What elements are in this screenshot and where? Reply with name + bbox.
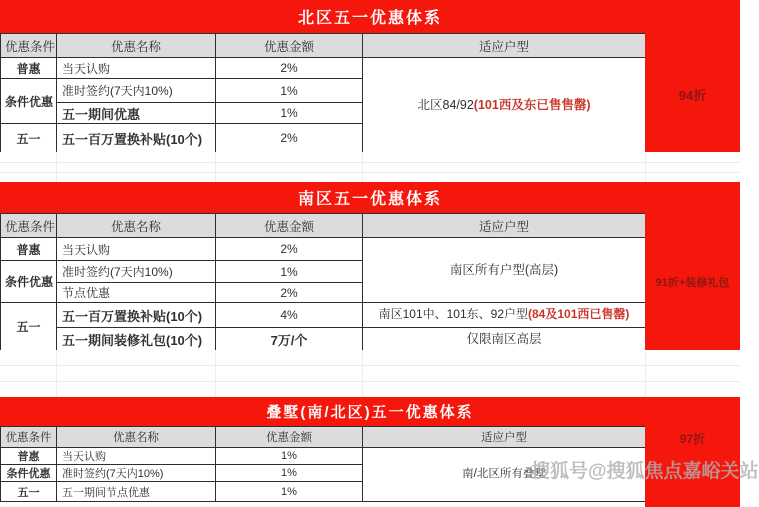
- cell-name: 准时签约(7天内10%): [57, 465, 216, 482]
- north-table-title: 北区五一优惠体系: [297, 10, 442, 27]
- cell-amount: 2%: [216, 58, 363, 79]
- column-header-house: 适应户型: [363, 34, 646, 58]
- column-header-condition: 优惠条件: [1, 214, 57, 238]
- cell-name: 准时签约(7天内10%): [57, 261, 216, 283]
- south-table-title: 南区五一优惠体系: [297, 191, 442, 208]
- villa-discount-column: [645, 397, 740, 507]
- cell-house: 仅限南区高层: [363, 328, 646, 351]
- table-row: [1, 238, 646, 261]
- column-header-condition: 优惠条件: [1, 34, 57, 58]
- gridline: [56, 152, 57, 182]
- south-header-row: [1, 214, 646, 238]
- villa-header-row: [1, 427, 646, 448]
- gridline: [215, 350, 216, 397]
- cell-name: 当天认购: [57, 58, 216, 79]
- column-header-amount: 优惠金额: [216, 34, 363, 58]
- south-table: [0, 213, 646, 351]
- gridline: [362, 350, 363, 397]
- cell-condition: 五一: [1, 303, 57, 351]
- column-header-name: 优惠名称: [57, 34, 216, 58]
- table-row: [1, 58, 646, 79]
- column-header-name: 优惠名称: [57, 427, 216, 448]
- gridline: [362, 152, 363, 182]
- column-header-house: 适应户型: [363, 427, 646, 448]
- house-soldout-note: (84及101西已售罄): [528, 307, 630, 322]
- spreadsheet-gap: [0, 152, 740, 182]
- cell-condition: 条件优惠: [1, 465, 57, 482]
- south-table-title-banner: [0, 182, 740, 213]
- north-discount-table: [0, 0, 740, 152]
- cell-amount: 1%: [216, 448, 363, 465]
- north-table-title-banner: [0, 0, 740, 33]
- cell-name: 当天认购: [57, 238, 216, 261]
- gridline: [645, 350, 646, 397]
- cell-amount: 1%: [216, 103, 363, 124]
- discount-badge: 94折: [678, 88, 707, 103]
- sohu-watermark: 搜狐号@搜狐焦点嘉峪关站: [531, 461, 759, 482]
- cell-amount: 2%: [216, 124, 363, 153]
- table-row: [1, 303, 646, 328]
- cell-name: 五一期间节点优惠: [57, 482, 216, 502]
- table-row: [1, 328, 646, 351]
- cell-amount: 1%: [216, 465, 363, 482]
- discount-badge: 91折+装修礼包: [655, 277, 730, 289]
- house-soldout-note: (101西及东已售售罄): [473, 97, 591, 112]
- cell-amount: 2%: [216, 238, 363, 261]
- gridline: [215, 152, 216, 182]
- cell-amount: 4%: [216, 303, 363, 328]
- south-discount-column: [645, 182, 740, 350]
- house-text: 北区84/92: [417, 97, 474, 112]
- cell-name: 当天认购: [57, 448, 216, 465]
- north-header-row: [1, 34, 646, 58]
- cell-house-merged: 南/北区所有叠墅: [363, 448, 646, 502]
- cell-amount: 2%: [216, 283, 363, 303]
- gridline: [0, 365, 740, 366]
- cell-name: 五一期间装修礼包(10个): [57, 328, 216, 351]
- cell-name: 准时签约(7天内10%): [57, 79, 216, 103]
- house-text: 南区101中、101东、92户型: [378, 307, 529, 322]
- column-header-amount: 优惠金额: [216, 427, 363, 448]
- gridline: [0, 381, 740, 382]
- cell-condition: 条件优惠: [1, 261, 57, 303]
- cell-condition: 五一: [1, 124, 57, 153]
- gridline: [0, 162, 740, 163]
- cell-condition: 普惠: [1, 238, 57, 261]
- cell-condition: 普惠: [1, 448, 57, 465]
- gridline: [0, 172, 740, 173]
- column-header-condition: 优惠条件: [1, 427, 57, 448]
- cell-name: 五一百万置换补贴(10个): [57, 124, 216, 153]
- cell-house-merged: [363, 58, 646, 153]
- gridline: [56, 350, 57, 397]
- cell-name: 节点优惠: [57, 283, 216, 303]
- discount-badge: 97折: [679, 432, 706, 446]
- column-header-name: 优惠名称: [57, 214, 216, 238]
- cell-name: 五一百万置换补贴(10个): [57, 303, 216, 328]
- cell-condition: 条件优惠: [1, 79, 57, 124]
- north-discount-column: [645, 0, 740, 152]
- spreadsheet-gap: [0, 350, 740, 397]
- column-header-house: 适应户型: [363, 214, 646, 238]
- south-discount-table: [0, 182, 740, 350]
- cell-house: [363, 303, 646, 328]
- cell-amount: 7万/个: [216, 328, 363, 351]
- villa-discount-table: [0, 397, 740, 507]
- cell-house-merged: 南区所有户型(高层): [363, 238, 646, 303]
- villa-table-title: 叠墅(南/北区)五一优惠体系: [266, 404, 474, 421]
- cell-name: 五一期间优惠: [57, 103, 216, 124]
- gridline: [645, 152, 646, 182]
- cell-condition: 普惠: [1, 58, 57, 79]
- cell-amount: 1%: [216, 482, 363, 502]
- cell-amount: 1%: [216, 261, 363, 283]
- villa-table-title-banner: [0, 397, 740, 426]
- north-table: [0, 33, 646, 153]
- cell-amount: 1%: [216, 79, 363, 103]
- column-header-amount: 优惠金额: [216, 214, 363, 238]
- cell-condition: 五一: [1, 482, 57, 502]
